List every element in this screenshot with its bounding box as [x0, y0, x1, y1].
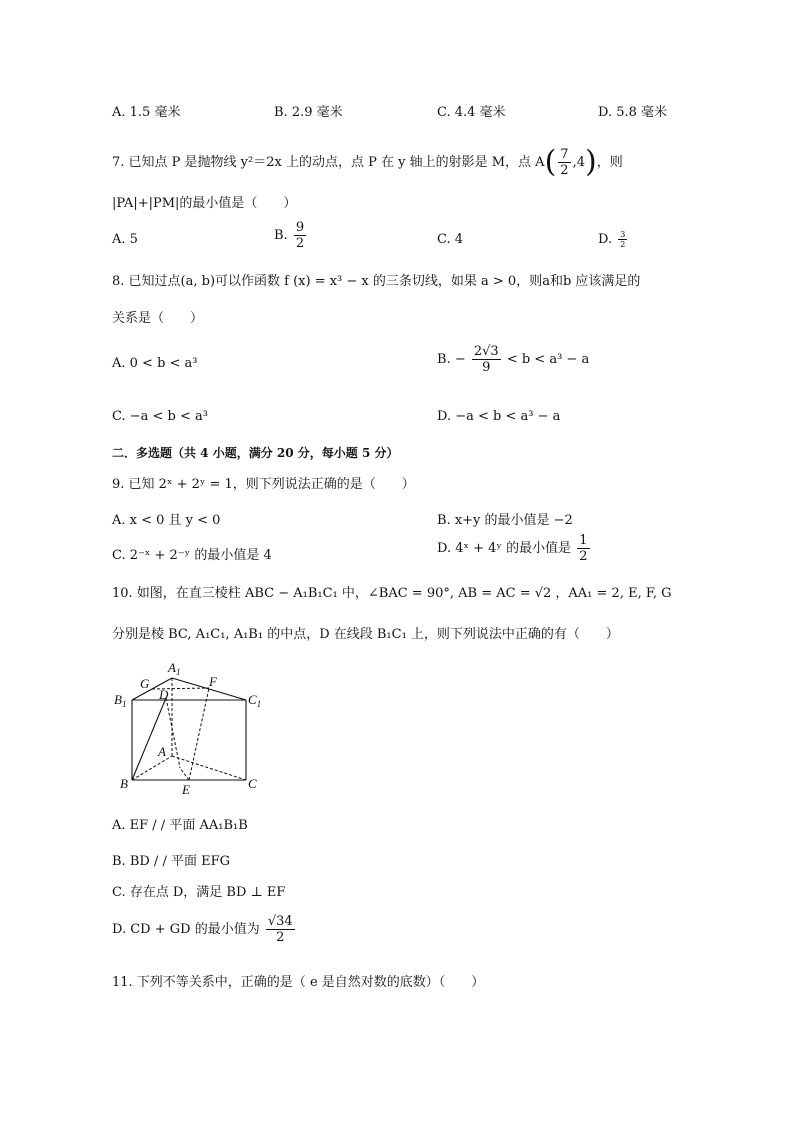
label-b1: $B_1$	[114, 692, 127, 709]
section-title: 二．多选题（共 4 小题，满分 20 分，每小题 5 分）	[112, 446, 399, 460]
q9-option-a: A. x < 0 且 y < 0	[112, 513, 221, 528]
q7-stem-end: ，则	[596, 155, 623, 170]
q11-stem: 11. 下列不等关系中，正确的是（ e 是自然对数的底数）（ ）	[112, 975, 485, 990]
q8-option-d: D. −a < b < a³ − a	[437, 409, 561, 424]
edge-a-c	[172, 756, 246, 780]
q7-option-d-fraction	[618, 230, 627, 249]
q7-option-b-label: B.	[274, 228, 288, 243]
label-c1: $C_1$	[248, 692, 262, 709]
q7-option-b-num: 9	[295, 220, 305, 235]
q8-option-b-label: B. −	[437, 352, 466, 367]
q7-option-b-den: 2	[295, 236, 305, 251]
q7-stem-line	[112, 144, 623, 180]
q9-option-d-num: 1	[579, 533, 588, 548]
q8-option-b-num: 2√3	[473, 344, 499, 359]
q9-option-c: C. 2⁻ˣ + 2⁻ʸ 的最小值是 4	[112, 548, 272, 563]
q8-option-b-den: 9	[482, 360, 491, 375]
q6-option-b: B. 2.9 毫米	[274, 105, 343, 120]
prism-figure	[112, 658, 272, 798]
q7-option-a: A. 5	[112, 232, 138, 247]
q9-option-d-den: 2	[579, 549, 588, 564]
q8-option-c: C. −a < b < a³	[112, 409, 208, 424]
q7-option-b-fraction	[294, 220, 306, 251]
segment-d-down	[166, 698, 180, 768]
q9-option-d-fraction	[577, 533, 589, 564]
q7-option-d-den: 2	[620, 240, 626, 249]
q7-stem: 7. 已知点 P 是抛物线 y²＝2x 上的动点，点 P 在 y 轴上的射影是 M，点 A	[112, 155, 545, 170]
segment-ef	[189, 688, 209, 780]
q7-option-d	[598, 230, 629, 249]
q10-option-d-fraction	[266, 914, 295, 945]
q10-option-d-label: D. CD + GD 的最小值为	[112, 922, 260, 937]
label-d: D	[159, 687, 169, 702]
q9-option-d-label: D. 4ˣ + 4ʸ 的最小值是	[437, 541, 572, 556]
q8-line2: 关系是（ ）	[112, 311, 204, 326]
q7-point-tail: ,4	[572, 155, 585, 170]
left-paren: (	[544, 144, 557, 180]
segment-e-a	[180, 768, 189, 780]
q6-option-a: A. 1.5 毫米	[112, 105, 181, 120]
q10-option-c: C. 存在点 D，满足 BD ⊥ EF	[112, 885, 286, 900]
q9-stem: 9. 已知 2ˣ + 2ʸ = 1，则下列说法正确的是（ ）	[112, 477, 415, 492]
q10-option-d-num: √34	[267, 914, 293, 929]
q10-stem: 10. 如图，在直三棱柱 ABC − A₁B₁C₁ 中，∠BAC = 90°, AB = AC = √2 ，AA₁ = 2, E, F, G	[112, 586, 672, 601]
q7-option-d-num: 3	[620, 230, 626, 239]
q10-option-b: B. BD / / 平面 EFG	[112, 854, 230, 869]
right-paren: )	[584, 144, 597, 180]
segment-bd	[132, 698, 166, 780]
q9-option-d	[437, 533, 592, 564]
q8-option-b-tail: < b < a³ − a	[506, 352, 590, 367]
q7-point-den: 2	[560, 163, 569, 178]
q10-option-d-den: 2	[276, 930, 285, 945]
label-a: A	[158, 744, 166, 759]
q6-option-d: D. 5.8 毫米	[598, 105, 668, 120]
q7-point-fraction	[558, 147, 570, 178]
q7-option-b	[274, 220, 308, 251]
q7-line2: |PA|+|PM|的最小值是（ ）	[112, 196, 297, 211]
q6-option-c: C. 4.4 毫米	[437, 105, 506, 120]
q8-option-b-fraction	[472, 344, 501, 375]
q7-option-d-label: D.	[598, 232, 613, 247]
q8-option-a: A. 0 < b < a³	[112, 356, 198, 371]
label-g: G	[140, 676, 150, 691]
label-c: C	[248, 776, 257, 791]
edge-a-b	[132, 756, 172, 780]
label-e: E	[182, 782, 190, 797]
q7-option-c: C. 4	[437, 232, 464, 247]
q10-option-d	[112, 914, 297, 945]
q8-option-b	[437, 344, 589, 375]
label-a1: $A_1$	[168, 660, 181, 677]
q9-option-b: B. x+y 的最小值是 −2	[437, 513, 573, 528]
label-b: B	[120, 776, 128, 791]
q10-line2: 分别是棱 BC, A₁C₁, A₁B₁ 的中点，D 在线段 B₁C₁ 上，则下列说法中正确的有（ ）	[112, 627, 619, 642]
q8-stem: 8. 已知过点(a, b)可以作函数 f (x) = x³ − x 的三条切线，如果 a > 0，则a和b 应该满足的	[112, 274, 641, 289]
label-f: F	[209, 674, 217, 689]
q10-option-a: A. EF / / 平面 AA₁B₁B	[112, 818, 248, 833]
q7-point-num: 7	[560, 147, 569, 162]
